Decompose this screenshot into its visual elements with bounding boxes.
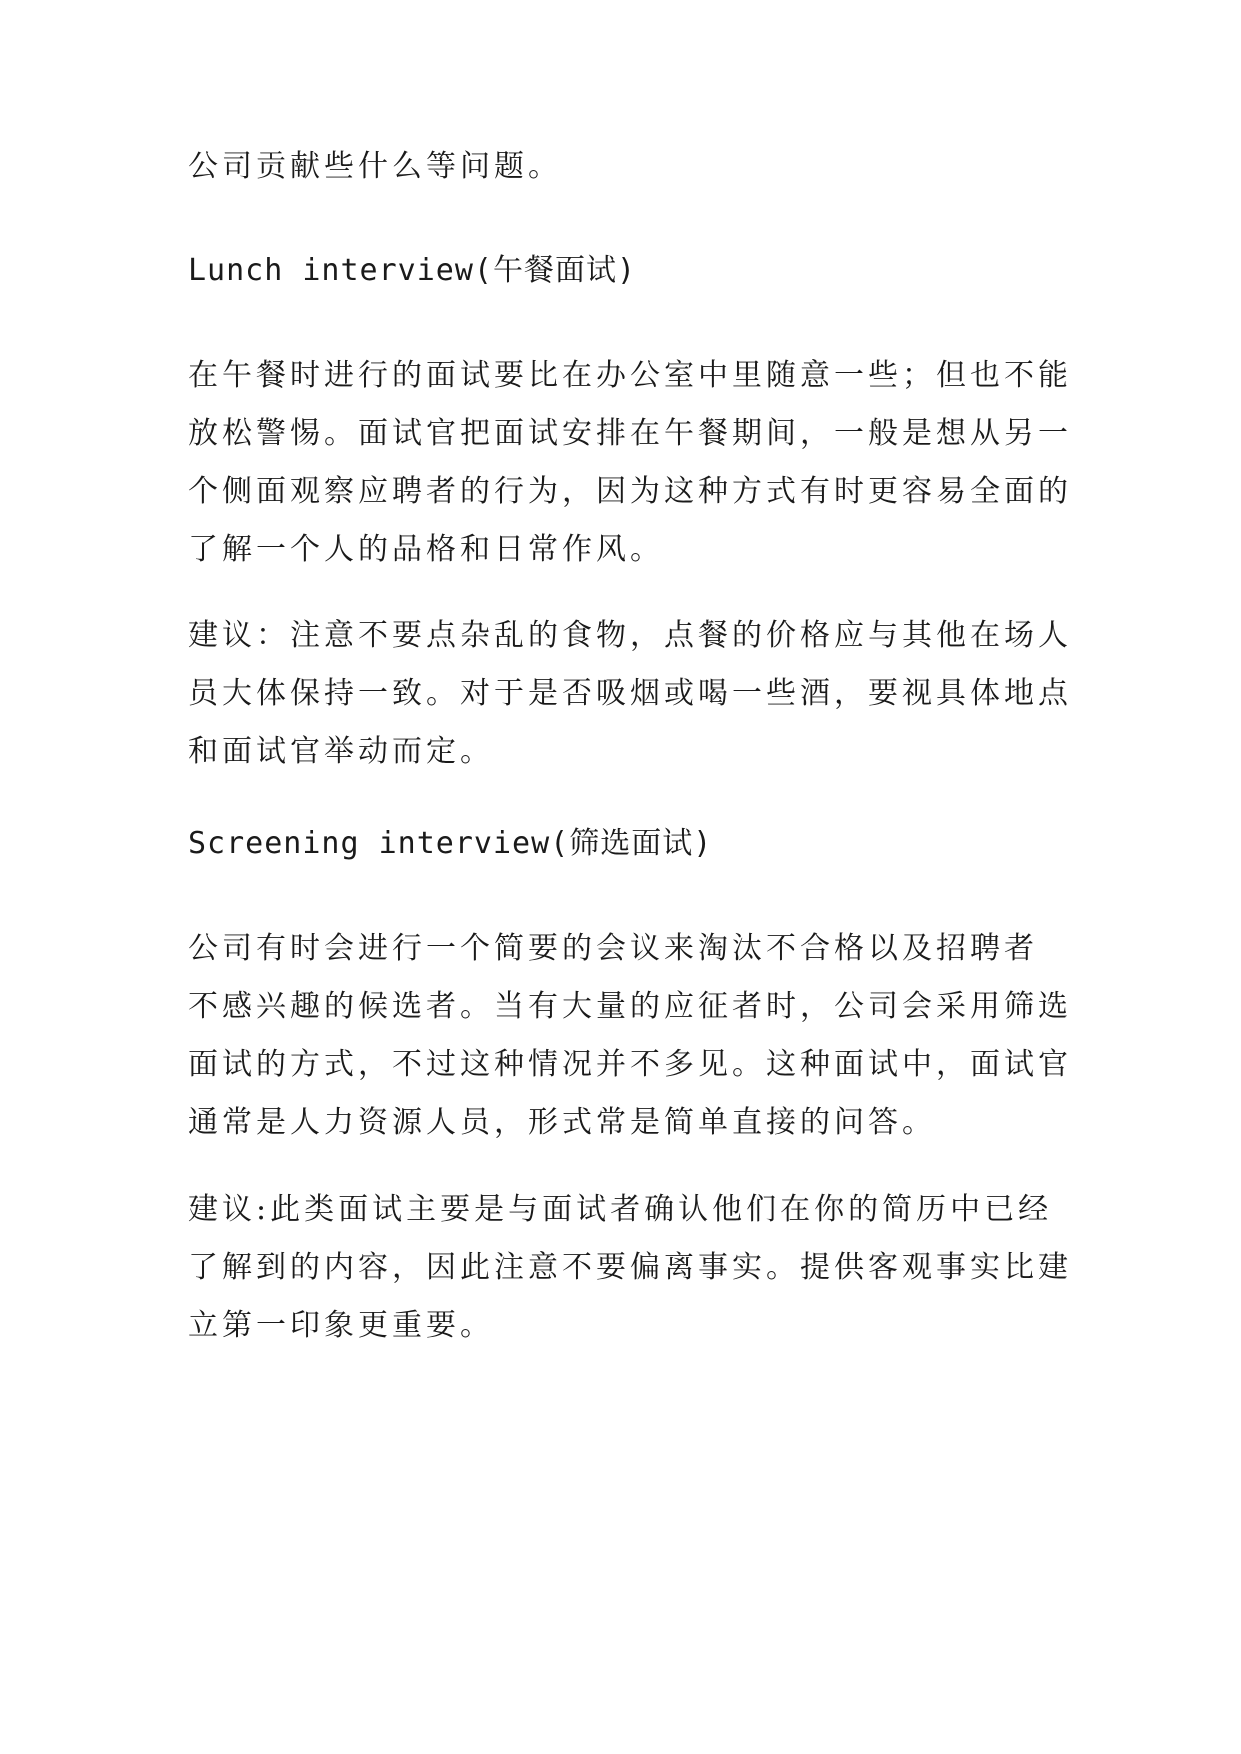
paragraph-line: 建议:此类面试主要是与面试者确认他们在你的简历中已经	[188, 1192, 1053, 1227]
paragraph-line: 建议：注意不要点杂乱的食物，点餐的价格应与其他在场人	[188, 618, 1072, 653]
paragraph-line: 面试的方式，不过这种情况并不多见。这种面试中，面试官	[188, 1047, 1072, 1082]
paragraph-line: 不感兴趣的候选者。当有大量的应征者时，公司会采用筛选	[188, 989, 1072, 1024]
paragraph-line: 公司贡献些什么等问题。	[188, 149, 562, 184]
paragraph-line: 个侧面观察应聘者的行为，因为这种方式有时更容易全面的	[188, 474, 1072, 509]
paragraph-line: 公司有时会进行一个简要的会议来淘汰不合格以及招聘者	[188, 931, 1038, 966]
paragraph-lunch-advice	[188, 607, 1072, 781]
section-heading-screening-interview: Screening interview(筛选面试)	[188, 826, 713, 861]
paragraph-line: 和面试官举动而定。	[188, 734, 494, 769]
paragraph-line: 立第一印象更重要。	[188, 1308, 494, 1343]
paragraph-line: 在午餐时进行的面试要比在办公室中里随意一些；但也不能	[188, 358, 1072, 393]
paragraph-screening-description	[188, 920, 1072, 1152]
paragraph-line: 通常是人力资源人员，形式常是简单直接的问答。	[188, 1105, 936, 1140]
paragraph-line: 了解到的内容，因此注意不要偏离事实。提供客观事实比建	[188, 1250, 1072, 1285]
paragraph-screening-advice	[188, 1181, 1072, 1355]
paragraph-line: 员大体保持一致。对于是否吸烟或喝一些酒，要视具体地点	[188, 676, 1072, 711]
paragraph-line: 了解一个人的品格和日常作风。	[188, 532, 664, 567]
paragraph-lunch-description	[188, 347, 1072, 579]
paragraph-line: 放松警惕。面试官把面试安排在午餐期间，一般是想从另一	[188, 416, 1072, 451]
section-heading-lunch-interview: Lunch interview(午餐面试)	[188, 253, 637, 288]
paragraph-continuation	[188, 138, 1054, 196]
